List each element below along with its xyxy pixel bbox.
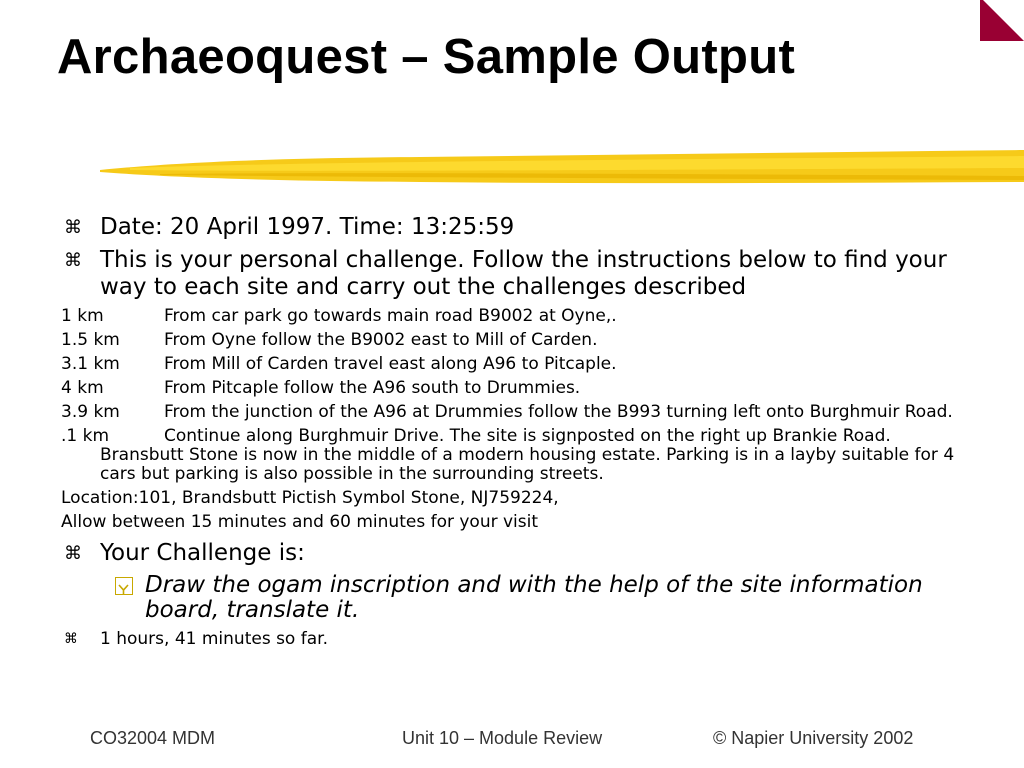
route-step: 4 km From Pitcaple follow the A96 south to Drummies. [61,378,581,398]
command-symbol-icon: ⌘ [64,250,82,271]
footer-center: Unit 10 – Module Review [402,728,603,748]
allow-time-text: Allow between 15 minutes and 60 minutes for your visit [61,512,539,532]
route-step: 3.9 km From the junction of the A96 at Drummies follow the B993 turning left onto Burghmuir Road. [61,402,953,422]
slide-content [61,214,961,649]
command-symbol-icon: ⌘ [64,217,82,238]
route-step: 3.1 km From Mill of Carden travel east along A96 to Pitcaple. [61,354,617,374]
route-step: 1 km From car park go towards main road B9002 at Oyne,. [61,306,617,326]
slide-title: Archaeoquest – Sample Output [57,30,796,84]
route-step: 1.5 km From Oyne follow the B9002 east to Mill of Carden. [61,330,598,350]
footer-right: © Napier University 2002 [713,728,914,748]
checkbox-y-icon [115,577,133,595]
bullet-elapsed: ⌘ 1 hours, 41 minutes so far. [64,629,328,649]
sub-bullet-challenge: Draw the ogam inscription and with the help of the site information board, translate it. [61,573,961,623]
footer-left: CO32004 MDM [90,728,216,748]
yellow-brush-stroke [100,148,1024,192]
bullet-date: ⌘ Date: 20 April 1997. Time: 13:25:59 [64,214,515,240]
bullet-your-challenge: ⌘ Your Challenge is: [64,540,305,566]
location-text: Location:101, Brandsbutt Pictish Symbol Stone, NJ759224, [61,488,559,508]
bullet-challenge-intro: ⌘ This is your personal challenge. Follow the instructions below to find your way to each site and carry out the challenges described [64,247,947,300]
corner-triangle-decoration [980,0,1024,44]
route-step: .1 km Continue along Burghmuir Drive. The site is signposted on the right up Brankie Road. Bransbutt Stone is now in the middle of a modern housing estate. Parking is in a layby suitable for 4 cars but parking is also possible in the surrounding streets. [61,426,955,484]
command-symbol-icon: ⌘ [64,543,82,564]
command-symbol-icon: ⌘ [64,631,78,647]
